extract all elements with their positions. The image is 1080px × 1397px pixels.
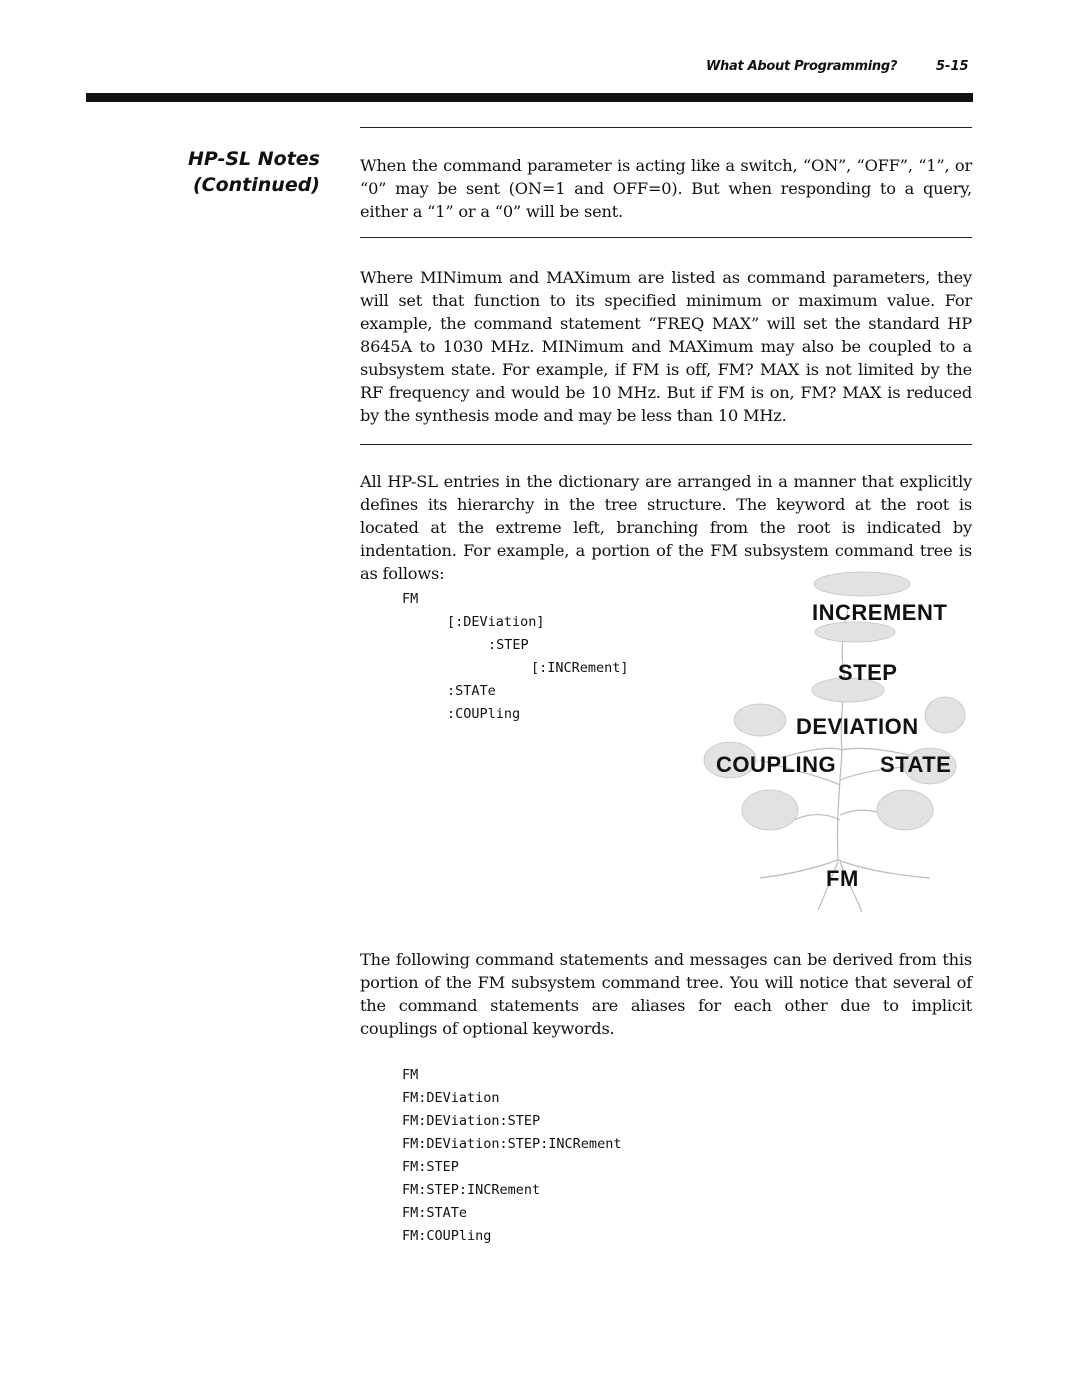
tree-coupling: :COUPling <box>447 706 521 722</box>
tree-increment: [:INCRement] <box>531 660 629 676</box>
tree-label-coupling: COUPLING <box>716 752 837 777</box>
command-line: FM:DEViation <box>402 1090 500 1106</box>
header-rule <box>86 93 973 102</box>
command-line: FM:DEViation:STEP <box>402 1113 541 1129</box>
derived-paragraph: The following command statements and messages can be derived from this portion of the FM subsystem command tree. You will notice that several of the command statements are aliases for each other due to implicit couplings of optional keywords. <box>360 950 972 1038</box>
minmax-paragraph: Where MINimum and MAXimum are listed as command parameters, they will set that function to its specified minimum or maximum value. For example, the command statement “FREQ MAX” will set the standard HP 8645A to 1030 MHz. MINimum and MAXimum may also be coupled to a subsystem state. For example, if FM is off, FM? MAX is not limited by the RF frequency and would be 10 MHz. But if FM is on, FM? MAX is reduced by the synthesis mode and may be less than 10 MHz. <box>360 268 972 425</box>
running-header-title: What About Programming? <box>706 59 898 74</box>
tree-state: :STATe <box>447 683 496 699</box>
tree-label-state: STATE <box>880 752 952 777</box>
section-heading <box>150 146 320 198</box>
command-line: FM:DEViation:STEP:INCRement <box>402 1136 622 1152</box>
section-heading-line2: (Continued) <box>192 174 320 196</box>
derived-command-list <box>402 1064 621 1248</box>
divider-rule <box>360 127 972 128</box>
divider-rule <box>360 444 972 445</box>
tree-root: FM <box>402 591 419 607</box>
tree-illustration <box>690 570 975 950</box>
tree-label-fm: FM <box>826 866 859 891</box>
command-line: FM:STEP:INCRement <box>402 1182 541 1198</box>
hierarchy-paragraph: All HP-SL entries in the dictionary are arranged in a manner that explicitly defines its hierarchy in the tree structure. The keyword at the root is located at the extreme left, branching from the root is indicated by indentation. For example, a portion of the FM subsystem command tree is as follows: <box>360 472 972 583</box>
section-heading-line1: HP-SL Notes <box>187 148 320 170</box>
command-line: FM:STATe <box>402 1205 468 1221</box>
command-line: FM:STEP <box>402 1159 459 1175</box>
tree-label-increment: INCREMENT <box>812 600 948 625</box>
switch-paragraph: When the command parameter is acting like a switch, “ON”, “OFF”, “1”, or “0” may be sent (ON=1 and OFF=0). But when responding to a query, either a “1” or a “0” will be sent. <box>360 156 972 221</box>
tree-step: :STEP <box>488 637 529 653</box>
divider-rule <box>360 237 972 238</box>
tree-label-deviation: DEVIATION <box>796 714 919 739</box>
command-line: FM:COUPling <box>402 1228 492 1244</box>
page-number: 5-15 <box>936 59 969 74</box>
command-line: FM <box>402 1067 419 1083</box>
tree-deviation: [:DEViation] <box>447 614 545 630</box>
tree-label-step: STEP <box>838 660 898 685</box>
